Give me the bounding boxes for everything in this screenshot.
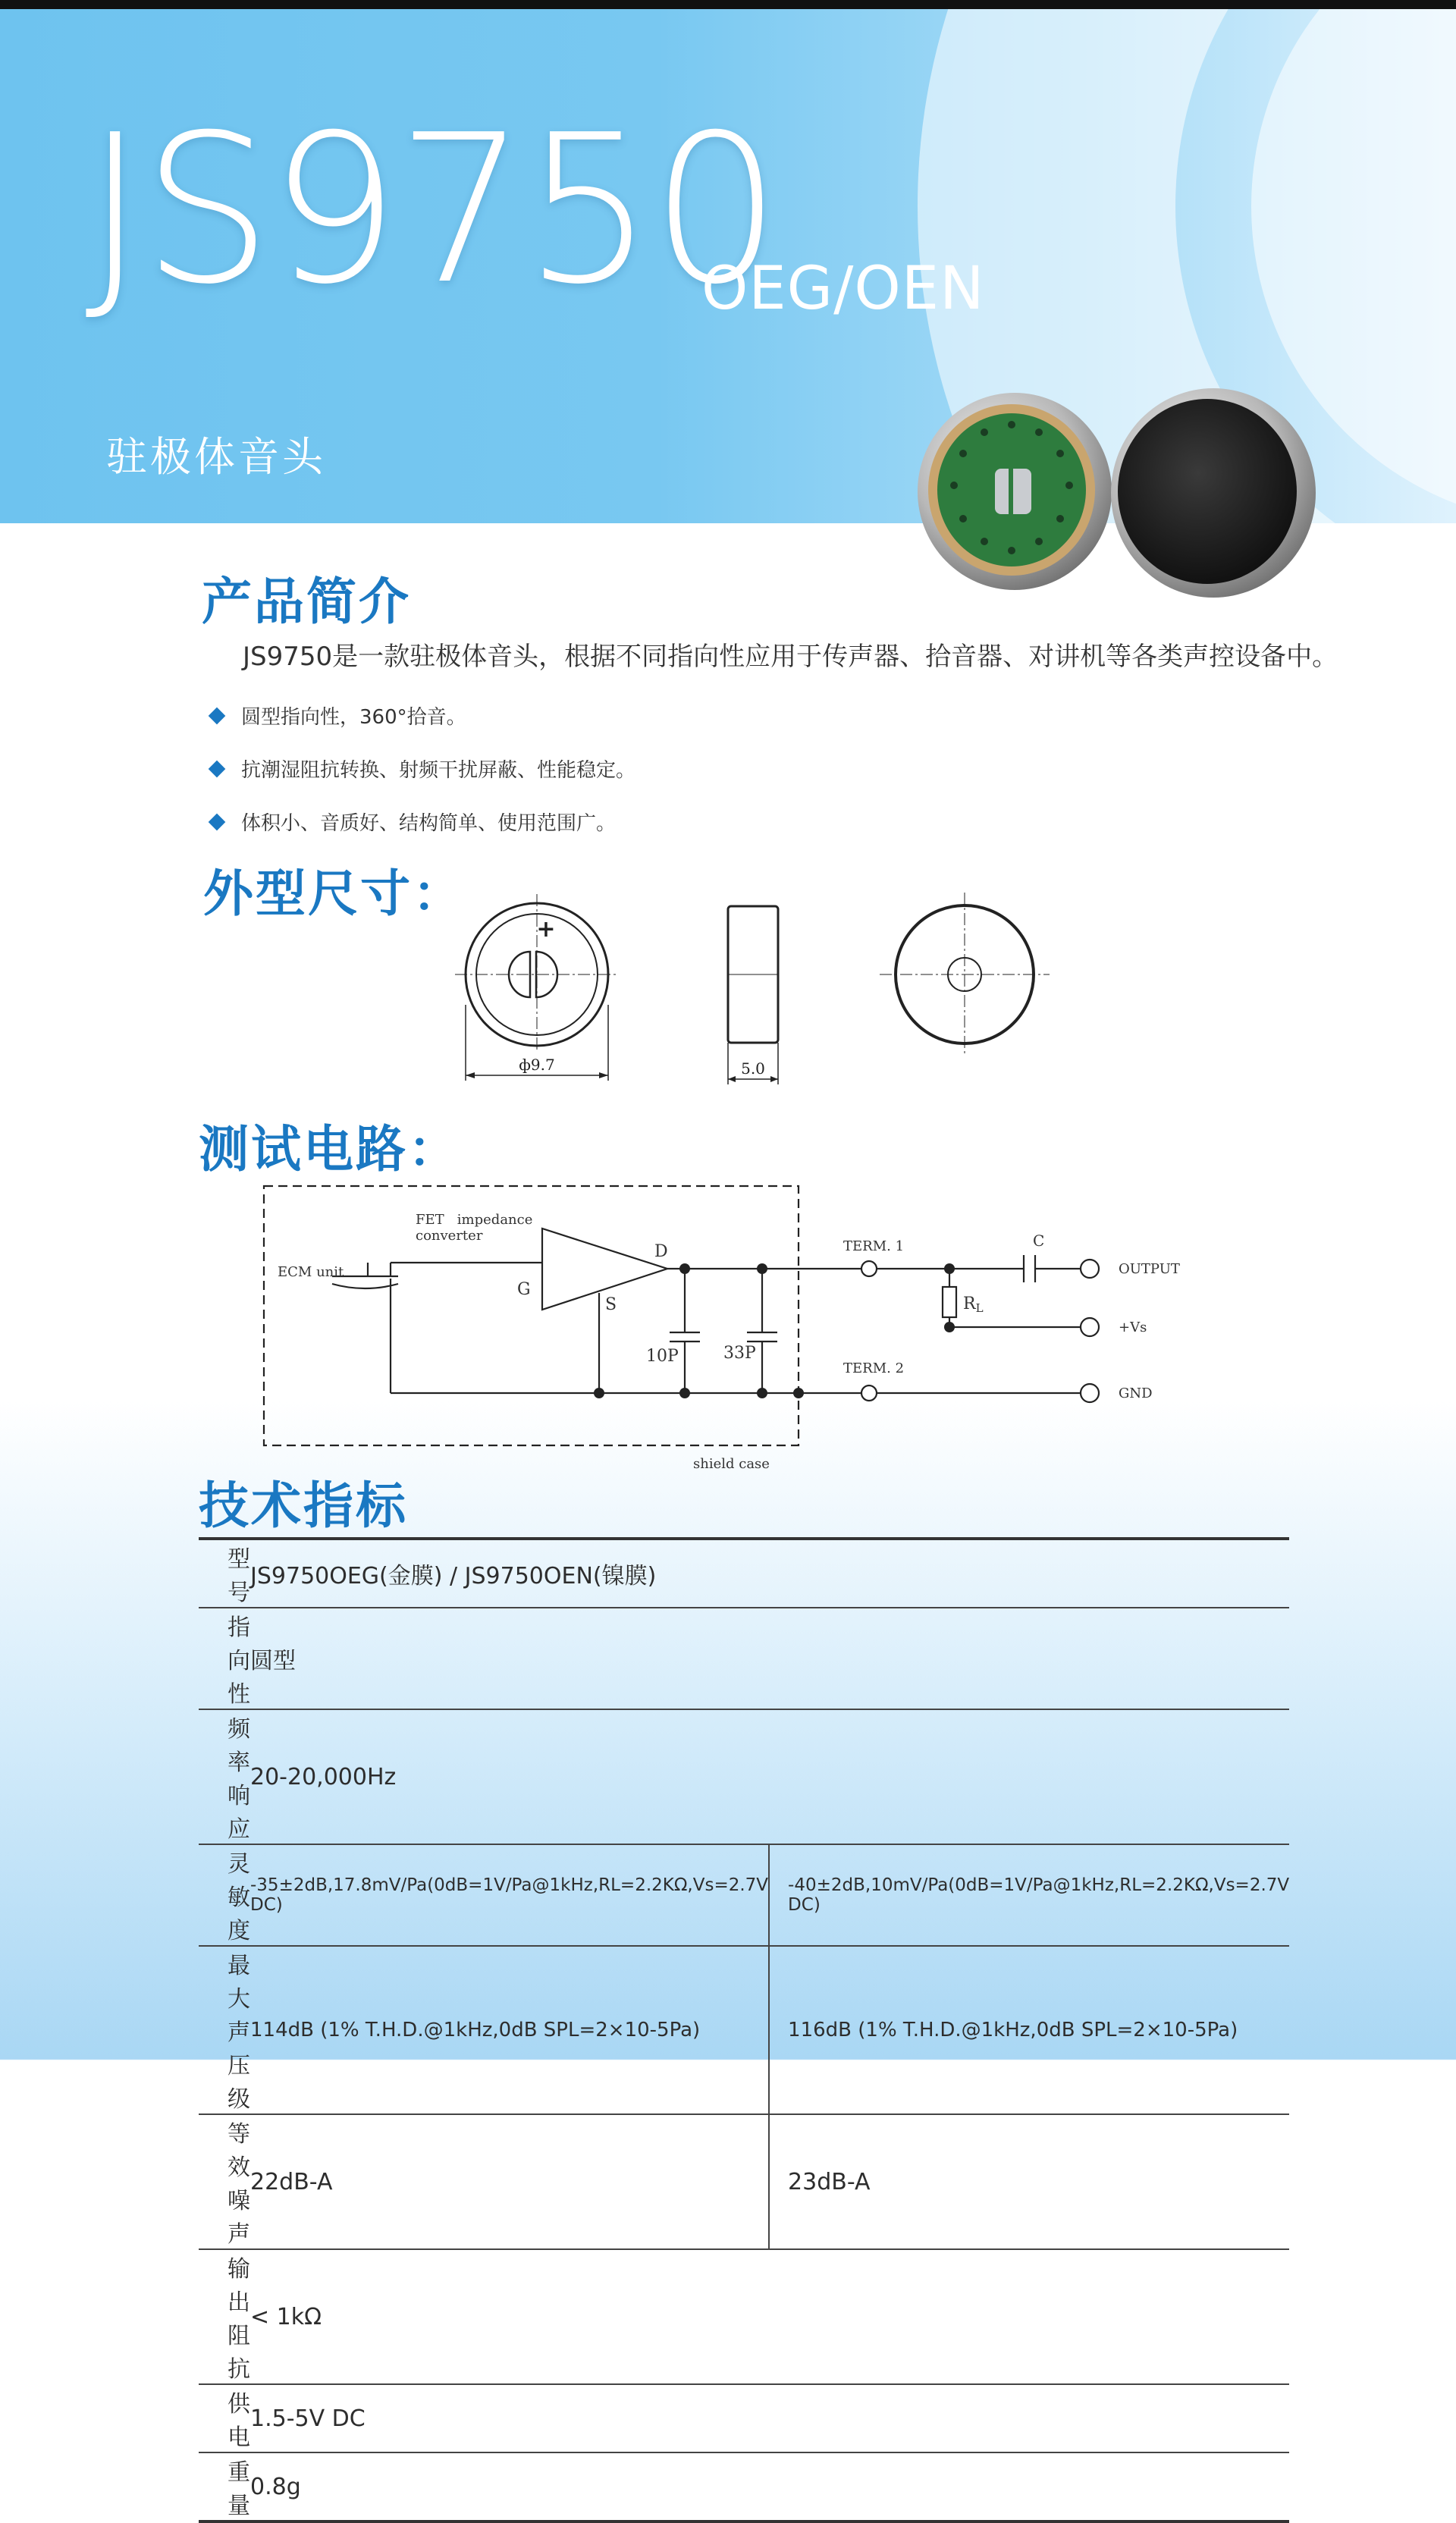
- cap-c-label: C: [1033, 1232, 1045, 1250]
- section-title-specs: 技术指标: [199, 1476, 408, 1535]
- diameter-label: ф9.7: [519, 1056, 555, 1074]
- model-number: JS9750: [85, 90, 779, 329]
- feature-text: 圆型指向性，360°拾音。: [241, 706, 466, 729]
- ecm-unit-label: ECM unit: [278, 1264, 344, 1280]
- table-row: [199, 1946, 1289, 2114]
- shield-case-label: shield case: [693, 1456, 770, 1472]
- spec-value-oeg: 22dB-A: [250, 2114, 769, 2249]
- fet-label-line1: FET impedance: [416, 1212, 533, 1228]
- table-row: [199, 1709, 1289, 1844]
- section-title-dimensions: 外型尺寸：: [203, 865, 465, 923]
- intro-text: JS9750是一款驻极体音头，根据不同指向性应用于传声器、拾音器、对讲机等各类声控设备中。: [243, 642, 1338, 672]
- fet-label-line2: converter: [416, 1228, 483, 1244]
- spec-label: 供电: [199, 2384, 250, 2452]
- feature-text: 体积小、音质好、结构简单、使用范围广。: [241, 812, 617, 835]
- diamond-bullet-icon: [209, 760, 226, 777]
- source-label: S: [605, 1295, 617, 1314]
- section-title-intro: 产品简介: [202, 573, 411, 631]
- drain-label: D: [654, 1242, 668, 1261]
- table-row: [199, 2114, 1289, 2249]
- gnd-label: GND: [1119, 1385, 1153, 1401]
- resistor-label: RL: [963, 1294, 984, 1315]
- spec-value-oen: -40±2dB,10mV/Pa(0dB=1V/Pa@1kHz,RL=2.2KΩ,Vs=2.7V DC): [769, 1844, 1289, 1946]
- spec-value: 1.5-5V DC: [250, 2384, 1289, 2452]
- vs-label: +Vs: [1119, 1320, 1147, 1335]
- table-row: [199, 2384, 1289, 2452]
- model-suffix: OEG/OEN: [701, 255, 985, 323]
- spec-label: 指向性: [199, 1608, 250, 1709]
- spec-value: 0.8g: [250, 2473, 301, 2500]
- polarity-plus-label: +: [536, 916, 556, 943]
- spec-value: < 1kΩ: [250, 2249, 1289, 2384]
- spec-label: 灵敏度: [199, 1844, 250, 1946]
- feature-bullet: [211, 808, 616, 836]
- spec-value: JS9750OEG(金膜) / JS9750OEN(镍膜): [250, 1539, 1289, 1608]
- table-row: [199, 2249, 1289, 2384]
- spec-value: 20-20,000Hz: [250, 1709, 1289, 1844]
- product-photo: [910, 379, 1320, 599]
- test-circuit-diagram: [258, 1179, 1198, 1483]
- spec-value-oeg: -35±2dB,17.8mV/Pa(0dB=1V/Pa@1kHz,RL=2.2KΩ,Vs=2.7V DC): [250, 1844, 769, 1946]
- spec-value-oen: 23dB-A: [769, 2114, 1289, 2249]
- gate-label: G: [517, 1280, 531, 1299]
- dimension-drawing: [440, 891, 1062, 1088]
- spec-label: 等效噪声: [199, 2114, 250, 2249]
- spec-value: 圆型: [250, 1608, 1289, 1709]
- table-row: [199, 1539, 1289, 1608]
- term2-label: TERM. 2: [843, 1360, 905, 1376]
- spec-label: 最大声压级: [199, 1946, 250, 2114]
- cap-33p-label: 33P: [723, 1344, 756, 1363]
- spec-value-oen: 116dB (1% T.H.D.@1kHz,0dB SPL=2×10-5Pa): [769, 1946, 1289, 2114]
- cap-10p-label: 10P: [646, 1347, 679, 1366]
- spec-label: 重量: [228, 2459, 250, 2519]
- product-subtitle: 驻极体音头: [106, 433, 326, 481]
- feature-bullet: [211, 701, 466, 730]
- output-label: OUTPUT: [1119, 1261, 1180, 1277]
- diamond-bullet-icon: [209, 707, 226, 724]
- feature-text: 抗潮湿阻抗转换、射频干扰屏蔽、性能稳定。: [241, 759, 636, 782]
- feature-bullet: [211, 755, 635, 783]
- spec-label: 输出阻抗: [199, 2249, 250, 2384]
- height-label: 5.0: [741, 1059, 765, 1078]
- spec-label: 频率响应: [199, 1709, 250, 1844]
- section-title-circuit: 测试电路：: [199, 1120, 460, 1178]
- top-border: [0, 0, 1456, 9]
- term1-label: TERM. 1: [843, 1238, 905, 1254]
- spec-table: [199, 1537, 1289, 2523]
- diamond-bullet-icon: [209, 813, 226, 830]
- table-row: [199, 1844, 1289, 1946]
- table-row: [199, 1608, 1289, 1709]
- spec-label: 型号: [199, 1539, 250, 1608]
- table-row: [199, 2452, 1289, 2521]
- spec-value-oeg: 114dB (1% T.H.D.@1kHz,0dB SPL=2×10-5Pa): [250, 1946, 769, 2114]
